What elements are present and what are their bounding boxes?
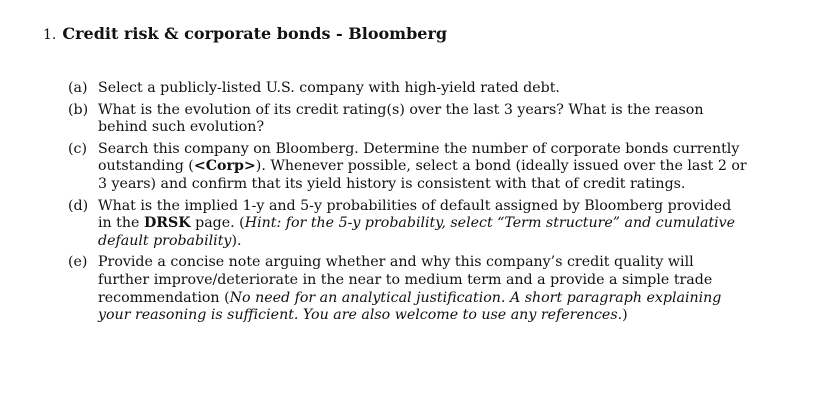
question-label: (d): [68, 197, 89, 214]
question-text-run: page. (: [190, 215, 245, 232]
question-text-run: ).: [231, 232, 242, 249]
section-heading: [43, 24, 447, 45]
hint-text: Hint: for the 5-y probability, select “Term structure” and cumulative default probability: [98, 215, 736, 249]
question-item-c: [68, 141, 748, 194]
question-text-run: Search this company on Bloomberg. Determine the number of corporate bonds currently outstanding (: [98, 140, 740, 175]
question-item-b: [68, 102, 748, 137]
question-text: [98, 254, 748, 324]
question-text-run: ): [622, 307, 628, 324]
bloomberg-command-corp: <Corp>: [193, 158, 256, 175]
question-text-run: What is the implied 1-y and 5-y probabilities of default assigned by Bloomberg provided in the: [98, 197, 732, 232]
question-label: (e): [68, 254, 88, 271]
section-number: 1.: [43, 27, 57, 43]
note-text: No need for an analytical justification. A short paragraph explaining your reasoning is sufficient. You are also welcome to use any references.: [98, 289, 722, 324]
question-list: [68, 80, 748, 329]
section-title: Credit risk & corporate bonds - Bloomberg: [62, 24, 448, 43]
question-text: [98, 198, 748, 251]
question-text-run: Provide a concise note arguing whether and why this company’s credit quality will further improve/deteriorate in the near to medium term and a provide a simple trade recommendation (: [98, 254, 713, 306]
question-item-d: [68, 198, 748, 251]
question-label: (b): [68, 101, 89, 118]
question-text: [98, 102, 748, 137]
question-label: (c): [68, 140, 88, 157]
question-text-run: ). Whenever possible, select a bond (ideally issued over the last 2 or 3 years) and confirm that its yield history is consistent with that of credit ratings.: [98, 158, 747, 192]
question-label: (a): [68, 80, 88, 96]
question-text: [98, 141, 748, 194]
question-text-run: Select a publicly-listed U.S. company with high-yield rated debt.: [98, 80, 560, 96]
question-item-a: [68, 80, 748, 98]
bloomberg-page-drsk: DRSK: [143, 215, 191, 232]
question-text: [98, 80, 748, 98]
question-item-e: [68, 254, 748, 324]
question-text-run: What is the evolution of its credit rating(s) over the last 3 years? What is the reason behind such evolution?: [98, 101, 704, 136]
